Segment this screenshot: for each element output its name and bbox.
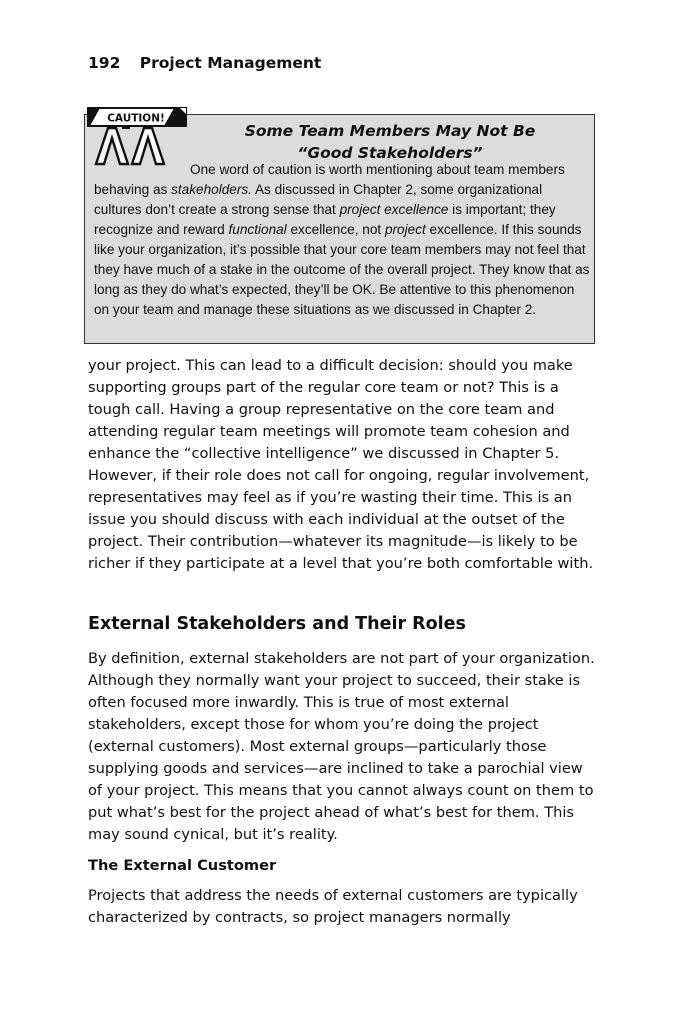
- caution-icon: [86, 106, 188, 166]
- running-head: [88, 54, 321, 72]
- caution-em-stakeholders: stakeholders.: [171, 182, 252, 197]
- caution-title-line1: Some Team Members May Not Be: [244, 122, 536, 140]
- caution-body: [94, 160, 590, 320]
- paragraph-1-text: your project. This can lead to a difficult decision: should you make supporting groups part of the regular core team or not? This is a tough call. Having a group representative on the core team and attending regular team meetings will promote team cohesion and enhance the “collective intelligence” we discussed in Chapter 5. However, if their role does not call for ongoing, regular involvement, representatives may feel as if you’re wasting their time. This is an issue you should discuss with each individual at the outset of the project. Their contribution—whatever its magnitude—is likely to be richer if they participate at a level that you’re both comfortable with.: [88, 357, 594, 572]
- caution-text-2: As discussed in Chapter 2, some organizational cultures don’t create a strong sense that: [94, 182, 543, 217]
- caution-text-1: One word of caution is worth mentioning about team members behaving as: [94, 162, 565, 197]
- page-number: 192: [88, 54, 121, 72]
- body-paragraph-3: [88, 885, 598, 929]
- caution-em-functional: functional: [228, 222, 287, 237]
- subheading: The External Customer: [88, 857, 277, 874]
- section-heading: External Stakeholders and Their Roles: [88, 614, 466, 634]
- paragraph-2-text: By definition, external stakeholders are not part of your organization. Although they normally want your project to succeed, their stake is often focused more inwardly. This is true of most external stakeholders, except those for whom you’re doing the project (external customers). Most external groups—particularly those supplying goods and services—are inclined to take a parochial view of your project. This means that you cannot always count on them to put what’s best for the project ahead of what’s best for them. This may sound cynical, but it’s reality.: [88, 650, 595, 843]
- caution-title-line2: “Good Stakeholders”: [297, 144, 483, 162]
- caution-icon-label: CAUTION!: [107, 112, 165, 125]
- book-title: Project Management: [139, 54, 322, 72]
- caution-em-project: project: [384, 222, 426, 237]
- caution-text-4: excellence, not: [286, 222, 385, 237]
- paragraph-3-text: Projects that address the needs of external customers are typically characterized by contracts, so project managers normally: [88, 887, 578, 926]
- caution-text-5: excellence. If this sounds like your organization, it’s possible that your core team members may not feel that they have much of a stake in the outcome of the overall project. They know that as long as they do what’s expected, they’ll be OK. Be attentive to this phenomenon on your team and manage these situations as we discussed in Chapter 2.: [94, 222, 590, 317]
- body-paragraph-1: [88, 355, 598, 575]
- caution-em-project-excellence: project excellence: [339, 202, 449, 217]
- caution-text-3: is important; they recognize and reward: [94, 202, 556, 237]
- caution-title: [190, 120, 590, 164]
- body-paragraph-2: [88, 648, 598, 846]
